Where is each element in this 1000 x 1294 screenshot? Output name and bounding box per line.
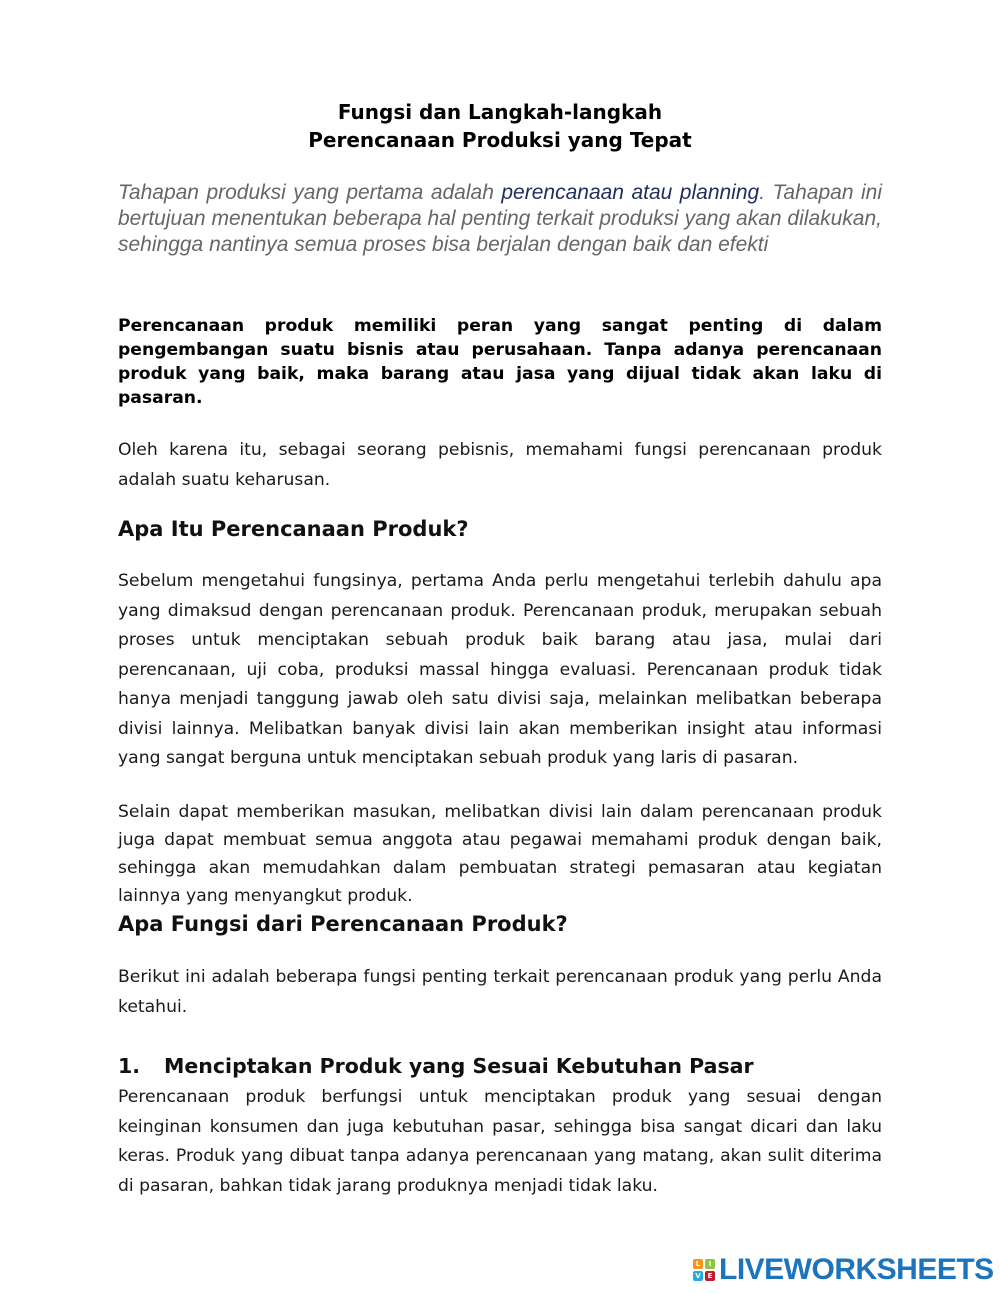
page-title-line-1: Fungsi dan Langkah-langkah	[337, 100, 663, 124]
section-1-heading: Apa Itu Perencanaan Produk?	[118, 517, 469, 541]
liveworksheets-logo	[693, 1253, 994, 1287]
logo-tiles-icon	[693, 1259, 715, 1281]
intro-text-end: . Tahapan ini bertujuan menentukan beberapa hal penting terkait produksi yang akan dilakukan, sehingga nantinya semua proses bisa berjalan dengan baik dan efekti	[118, 181, 882, 256]
logo-tile: L	[693, 1259, 703, 1269]
section-1-paragraph-b: Selain dapat memberikan masukan, melibatkan divisi lain dalam perencanaan produk juga dapat membuat semua anggota atau pegawai memahami produk dengan baik, sehingga akan memudahkan dalam pembuatan strategi pemasaran atau kegiatan lainnya yang menyangkut produk.	[118, 802, 882, 906]
intro-paragraph	[118, 180, 882, 258]
subsection-1-paragraph: Perencanaan produk berfungsi untuk menciptakan produk yang sesuai dengan keinginan konsumen dan juga kebutuhan pasar, sehingga bisa sangat dicari dan laku keras. Produk yang dibuat tanpa adanya perencanaan yang matang, akan sulit diterima di pasaran, bahkan tidak jarang produknya menjadi tidak laku.	[118, 1087, 882, 1196]
subsection-1-heading	[118, 1052, 882, 1080]
logo-wordmark: LIVEWORKSHEETS	[719, 1253, 994, 1286]
subsection-1-title: Menciptakan Produk yang Sesuai Kebutuhan Pasar	[164, 1054, 754, 1078]
paragraph-1: Oleh karena itu, sebagai seorang pebisnis, memahami fungsi perencanaan produk adalah suatu keharusan.	[118, 440, 882, 490]
logo-tile: E	[705, 1271, 715, 1281]
intro-text-start: Tahapan produksi yang pertama adalah	[118, 181, 502, 204]
section-2-heading: Apa Fungsi dari Perencanaan Produk?	[118, 912, 568, 936]
subsection-1-number: 1.	[118, 1054, 141, 1078]
section-2-paragraph: Berikut ini adalah beberapa fungsi penting terkait perencanaan produk yang perlu Anda ketahui.	[118, 967, 882, 1017]
section-1-paragraph-a: Sebelum mengetahui fungsinya, pertama Anda perlu mengetahui terlebih dahulu apa yang dimaksud dengan perencanaan produk. Perencanaan produk, merupakan sebuah proses untuk menciptakan sebuah produk baik barang atau jasa, mulai dari perencanaan, uji coba, produksi massal hingga evaluasi. Perencanaan produk tidak hanya menjadi tanggung jawab oleh satu divisi saja, melainkan melibatkan beberapa divisi lainnya. Melibatkan banyak divisi lain akan memberikan insight atau informasi yang sangat berguna untuk menciptakan sebuah produk yang laris di pasaran.	[118, 571, 882, 768]
logo-tile: I	[705, 1259, 715, 1269]
bold-paragraph: Perencanaan produk memiliki peran yang sangat penting di dalam pengembangan suatu bisnis atau perusahaan. Tanpa adanya perencanaan produk yang baik, maka barang atau jasa yang dijual tidak akan laku di pasaran.	[118, 316, 882, 408]
logo-tile: V	[693, 1271, 703, 1281]
page-title-line-2: Perencanaan Produksi yang Tepat	[308, 128, 692, 152]
intro-highlight: perencanaan atau planning	[501, 181, 760, 204]
